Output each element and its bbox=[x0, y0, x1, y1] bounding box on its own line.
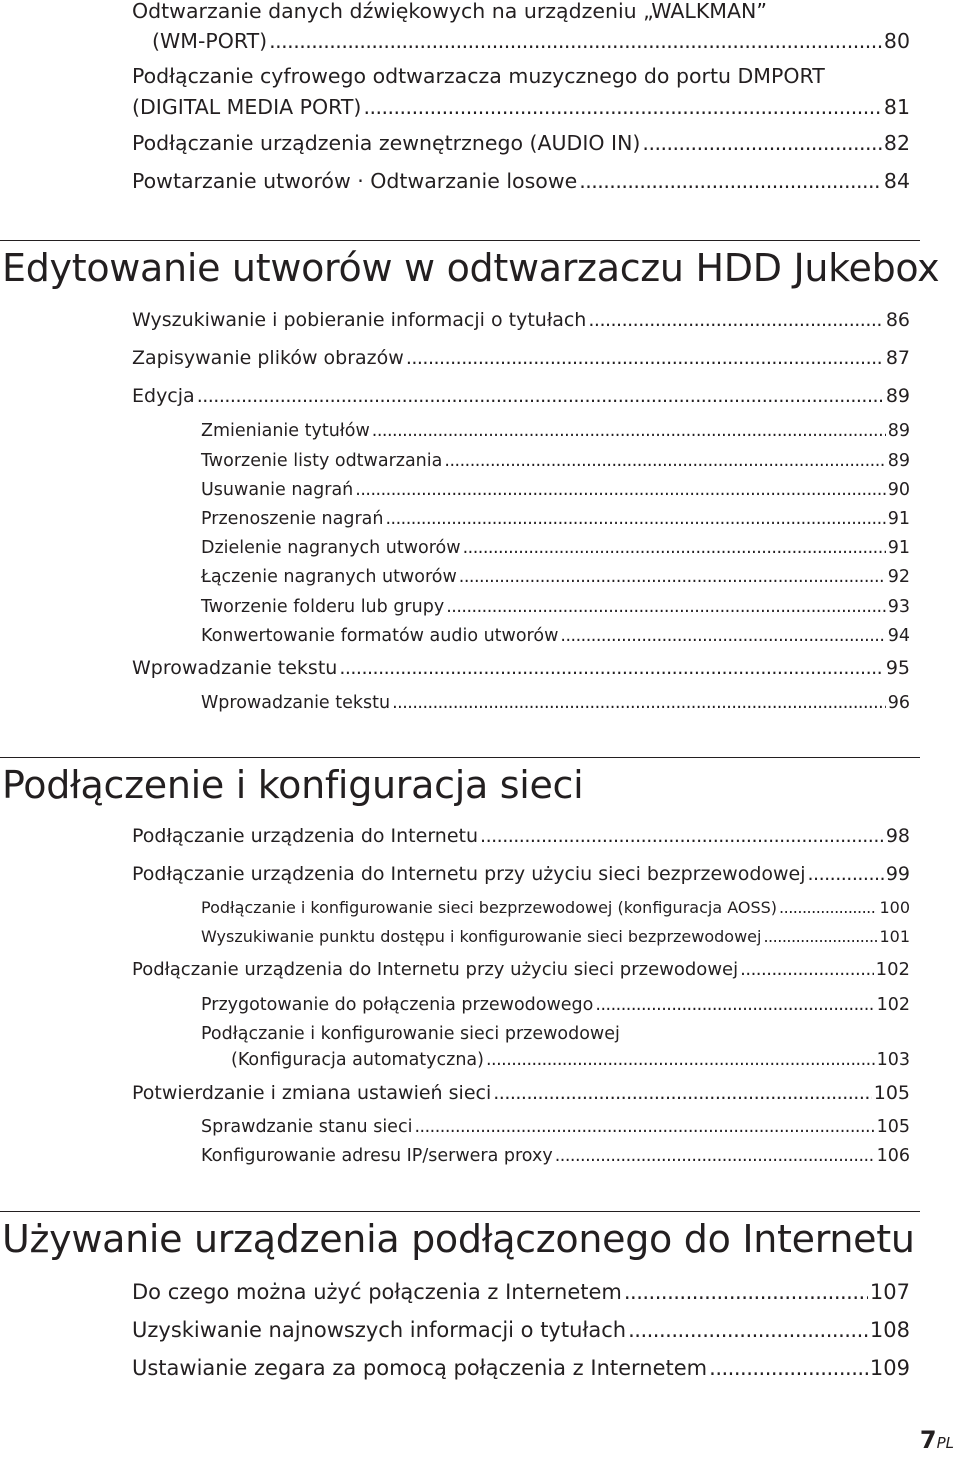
toc-entry-title: Wprowadzanie tekstu bbox=[201, 693, 391, 713]
toc-subentry[interactable] bbox=[201, 626, 910, 646]
toc-entry-title: Wyszukiwanie punktu dostępu i konfigurowanie sieci bezprzewodowej bbox=[201, 927, 762, 946]
toc-entry-title: Podłączanie urządzenia zewnętrznego (AUDIO IN) bbox=[132, 131, 641, 155]
toc-page-number: 86 bbox=[885, 309, 910, 331]
dot-leader bbox=[595, 995, 874, 1015]
dot-leader bbox=[555, 1146, 875, 1166]
toc-page-number: 93 bbox=[887, 597, 910, 617]
toc-page-number: 103 bbox=[876, 1050, 910, 1070]
dot-leader bbox=[808, 864, 884, 886]
dot-leader bbox=[628, 1318, 868, 1342]
toc-entry-title: Edycja bbox=[132, 385, 195, 407]
dot-leader bbox=[493, 1083, 872, 1105]
toc-entry-title: Sprawdzanie stanu sieci bbox=[201, 1117, 413, 1137]
toc-entry-title: Podłączanie urządzenia do Internetu przy użyciu sieci bezprzewodowej bbox=[132, 863, 806, 885]
toc-subentry[interactable] bbox=[201, 480, 910, 500]
toc-entry-title: Do czego można użyć połączenia z Internetem bbox=[132, 1280, 622, 1304]
dot-leader bbox=[480, 826, 884, 848]
dot-leader bbox=[624, 1280, 868, 1304]
dot-leader bbox=[339, 658, 884, 680]
toc-entry-title: Zmienianie tytułów bbox=[201, 421, 370, 441]
toc-entry-title: Przygotowanie do połączenia przewodowego bbox=[201, 995, 594, 1015]
toc-page-number: 98 bbox=[885, 825, 910, 847]
dot-leader bbox=[463, 538, 886, 558]
dot-leader bbox=[355, 480, 885, 500]
dot-leader bbox=[560, 626, 885, 646]
toc-subentry[interactable] bbox=[201, 1146, 910, 1166]
toc-entry-title: Konwertowanie formatów audio utworów bbox=[201, 626, 559, 646]
toc-subentry[interactable] bbox=[201, 995, 910, 1015]
toc-subentry[interactable] bbox=[201, 899, 910, 917]
toc-page-number: 102 bbox=[876, 995, 910, 1015]
toc-entry-repeat-shuffle[interactable] bbox=[132, 170, 910, 194]
section-rule bbox=[0, 1211, 920, 1212]
toc-entry-title: Usuwanie nagrań bbox=[201, 480, 354, 500]
toc-entry-title: Powtarzanie utworów · Odtwarzanie losowe bbox=[132, 169, 578, 193]
toc-entry[interactable] bbox=[132, 826, 910, 848]
toc-page-number: 84 bbox=[883, 169, 910, 193]
toc-entry-title: Dzielenie nagranych utworów bbox=[201, 538, 461, 558]
toc-entry-title: Tworzenie folderu lub grupy bbox=[201, 597, 445, 617]
dot-leader bbox=[197, 386, 884, 408]
section-rule bbox=[0, 757, 920, 758]
section-heading: Podłączenie i konfiguracja sieci bbox=[2, 763, 584, 807]
toc-subentry[interactable] bbox=[201, 567, 910, 587]
toc-page-number: 89 bbox=[885, 385, 910, 407]
toc-entry-title: Wprowadzanie tekstu bbox=[132, 657, 338, 679]
toc-subentry[interactable] bbox=[201, 693, 910, 713]
dot-leader bbox=[642, 132, 881, 156]
toc-page-number: 107 bbox=[869, 1280, 910, 1304]
toc-entry[interactable] bbox=[132, 960, 910, 981]
toc-subentry[interactable] bbox=[201, 1117, 910, 1137]
toc-page-number: 89 bbox=[887, 451, 910, 471]
toc-page-number: 90 bbox=[887, 480, 910, 500]
dot-leader bbox=[459, 567, 886, 587]
toc-entry[interactable] bbox=[132, 310, 910, 332]
toc-entry[interactable] bbox=[132, 1280, 910, 1304]
dot-leader bbox=[486, 1050, 875, 1070]
toc-subentry[interactable] bbox=[201, 597, 910, 617]
dot-leader bbox=[579, 170, 882, 194]
dot-leader bbox=[763, 928, 877, 946]
toc-page-number: 102 bbox=[875, 959, 910, 980]
toc-subentry[interactable] bbox=[201, 538, 910, 558]
toc-entry-title: (Konfiguracja automatyczna) bbox=[231, 1050, 484, 1070]
toc-entry-title: Potwierdzanie i zmiana ustawień sieci bbox=[132, 1082, 492, 1104]
dot-leader bbox=[446, 597, 886, 617]
toc-entry[interactable] bbox=[132, 658, 910, 680]
toc-page-number: 105 bbox=[876, 1117, 910, 1137]
toc-page-number: 101 bbox=[879, 927, 910, 946]
toc-subentry[interactable] bbox=[201, 928, 910, 946]
dot-leader bbox=[414, 1117, 874, 1137]
toc-page-number: 87 bbox=[885, 347, 910, 369]
toc-entry[interactable] bbox=[132, 1356, 910, 1380]
toc-entry-title: (WM-PORT) bbox=[152, 29, 268, 53]
toc-entry-title: Podłączanie i konfigurowanie sieci bezprzewodowej (konfiguracja AOSS) bbox=[201, 898, 778, 917]
toc-subentry[interactable] bbox=[201, 509, 910, 529]
dot-leader bbox=[385, 509, 885, 529]
dot-leader bbox=[740, 960, 874, 981]
toc-entry[interactable] bbox=[132, 348, 910, 370]
toc-entry-title: Podłączanie urządzenia do Internetu przy użyciu sieci przewodowej bbox=[132, 959, 739, 980]
language-code: PL bbox=[936, 1434, 954, 1452]
section-heading: Używanie urządzenia podłączonego do Internetu bbox=[2, 1217, 915, 1261]
dot-leader bbox=[406, 348, 884, 370]
toc-page-number: 106 bbox=[876, 1146, 910, 1166]
toc-subentry[interactable] bbox=[201, 421, 910, 441]
toc-page-number: 91 bbox=[887, 509, 910, 529]
toc-entry-title: Ustawianie zegara za pomocą połączenia z Internetem bbox=[132, 1356, 708, 1380]
section-heading: Edytowanie utworów w odtwarzaczu HDD Jukebox bbox=[2, 246, 940, 290]
toc-entry[interactable] bbox=[132, 1318, 910, 1342]
dot-leader bbox=[709, 1356, 868, 1380]
toc-entry-audio-in[interactable] bbox=[132, 132, 910, 156]
toc-entry[interactable] bbox=[132, 1083, 910, 1105]
toc-entry-walkman-line1: Odtwarzanie danych dźwiękowych na urządzeniu „WALKMAN” bbox=[132, 0, 767, 23]
dot-leader bbox=[588, 310, 883, 332]
page-footer bbox=[920, 1426, 954, 1454]
toc-page-number: 94 bbox=[887, 626, 910, 646]
toc-entry-title: Łączenie nagranych utworów bbox=[201, 567, 457, 587]
toc-page-number: 91 bbox=[887, 538, 910, 558]
toc-page-number: 108 bbox=[869, 1318, 910, 1342]
toc-page-number: 105 bbox=[873, 1082, 910, 1104]
toc-entry-title: Podłączanie urządzenia do Internetu bbox=[132, 825, 479, 847]
toc-entry-title: Uzyskiwanie najnowszych informacji o tytułach bbox=[132, 1318, 627, 1342]
toc-subentry-line1: Podłączanie i konfigurowanie sieci przewodowej bbox=[201, 1024, 620, 1044]
dot-leader bbox=[444, 451, 885, 471]
toc-page-number: 81 bbox=[883, 95, 910, 119]
toc-page-number: 99 bbox=[885, 863, 910, 885]
toc-subentry[interactable] bbox=[231, 1050, 910, 1070]
section-rule bbox=[0, 240, 920, 241]
toc-entry-title: (DIGITAL MEDIA PORT) bbox=[132, 95, 362, 119]
toc-page-number: 89 bbox=[887, 421, 910, 441]
toc-entry[interactable] bbox=[132, 864, 910, 886]
dot-leader bbox=[269, 30, 882, 54]
toc-page-number: 92 bbox=[887, 567, 910, 587]
toc-page-number: 96 bbox=[887, 693, 910, 713]
page-number: 7 bbox=[919, 1426, 937, 1454]
toc-entry[interactable] bbox=[132, 386, 910, 408]
dot-leader bbox=[363, 96, 881, 120]
dot-leader bbox=[779, 899, 877, 917]
toc-entry-title: Tworzenie listy odtwarzania bbox=[201, 451, 443, 471]
dot-leader bbox=[392, 693, 886, 713]
toc-page-number: 82 bbox=[883, 131, 910, 155]
toc-page-number: 100 bbox=[879, 898, 910, 917]
toc-entry-dmport[interactable] bbox=[132, 96, 910, 120]
toc-entry-dmport-line1: Podłączanie cyfrowego odtwarzacza muzycznego do portu DMPORT bbox=[132, 64, 825, 88]
toc-entry-walkman[interactable] bbox=[152, 30, 910, 54]
toc-entry-title: Wyszukiwanie i pobieranie informacji o tytułach bbox=[132, 309, 587, 331]
dot-leader bbox=[372, 421, 886, 441]
toc-page-number: 95 bbox=[885, 657, 910, 679]
toc-page-number: 109 bbox=[869, 1356, 910, 1380]
toc-entry-title: Przenoszenie nagrań bbox=[201, 509, 384, 529]
toc-entry-title: Konfigurowanie adresu IP/serwera proxy bbox=[201, 1146, 553, 1166]
toc-entry-title: Zapisywanie plików obrazów bbox=[132, 347, 404, 369]
toc-page-number: 80 bbox=[883, 29, 910, 53]
toc-subentry[interactable] bbox=[201, 451, 910, 471]
